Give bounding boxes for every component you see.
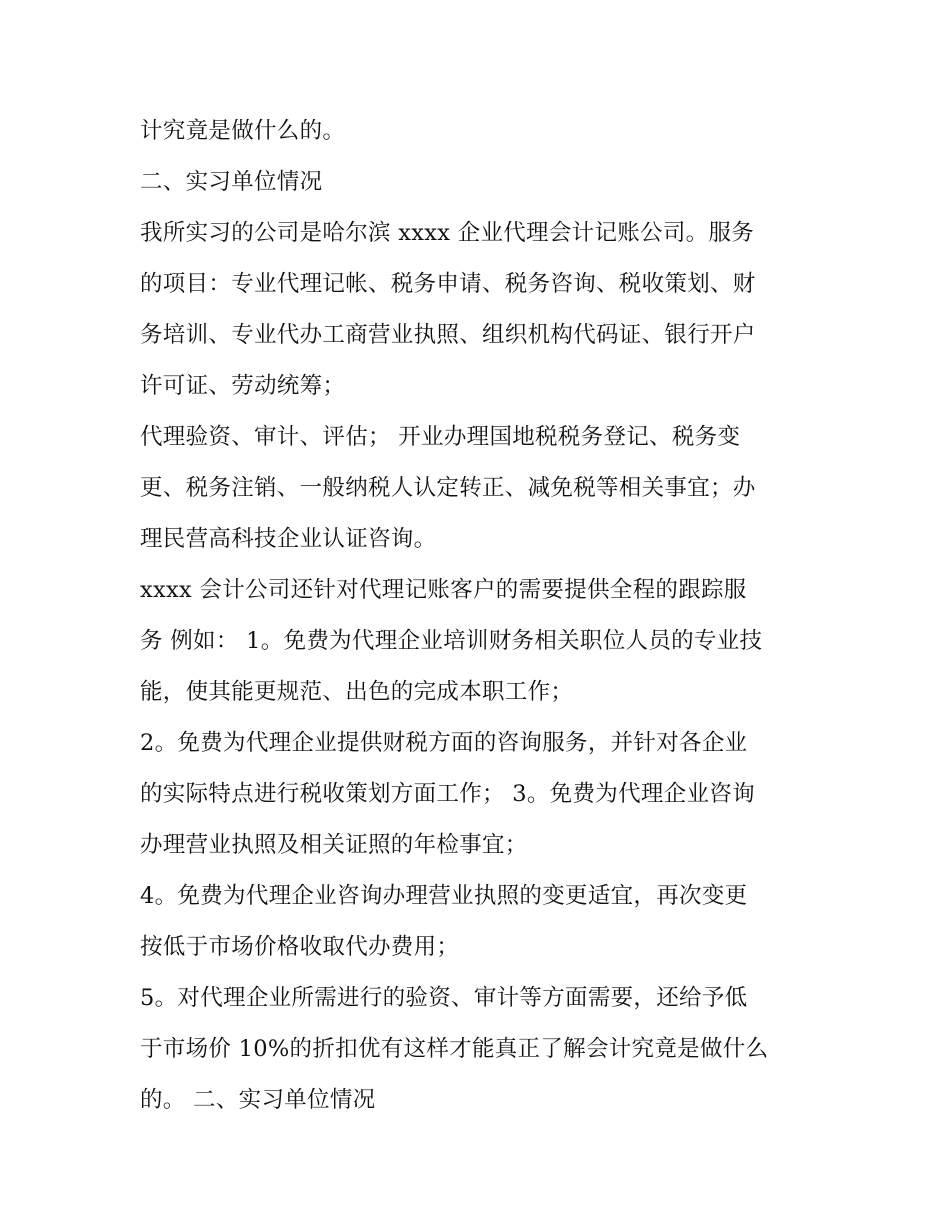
text-line: 许可证、劳动统筹；	[140, 373, 346, 399]
text-line: 的。 二、实习单位情况	[140, 1087, 376, 1113]
text-line: 的实际特点进行税收策划方面工作； 3。免费为代理企业咨询	[140, 781, 755, 807]
text-line: 务培训、专业代办工商营业执照、组织机构代码证、银行开户	[140, 322, 756, 348]
text-line: 5。对代理企业所需进行的验资、审计等方面需要，还给予低	[140, 985, 748, 1011]
text-line: 务 例如： 1。免费为代理企业培训财务相关职位人员的专业技	[140, 628, 763, 654]
text-line: 2。免费为代理企业提供财税方面的咨询服务，并针对各企业	[140, 730, 748, 756]
text-line: 于市场价 10%的折扣优有这样才能真正了解会计究竟是做什么	[140, 1036, 769, 1062]
text-line: 理民营高科技企业认证咨询。	[140, 526, 437, 552]
document-body	[140, 106, 820, 1126]
text-line: 的项目：专业代理记帐、税务申请、税务咨询、税收策划、财	[140, 271, 756, 297]
text-line: 4。免费为代理企业咨询办理营业执照的变更适宜，再次变更	[140, 883, 748, 909]
text-line: 代理验资、审计、评估； 开业办理国地税税务登记、税务变	[140, 424, 741, 450]
text-line: 按低于市场价格收取代办费用；	[140, 934, 460, 960]
section-heading: 二、实习单位情况	[140, 169, 323, 195]
text-line: 能，使其能更规范、出色的完成本职工作；	[140, 679, 574, 705]
text-line: 更、税务注销、一般纳税人认定转正、减免税等相关事宜；办	[140, 475, 756, 501]
text-line: 办理营业执照及相关证照的年检事宜；	[140, 832, 528, 858]
text-line: 我所实习的公司是哈尔滨 xxxx 企业代理会计记账公司。服务	[140, 220, 755, 246]
text-line: 计究竟是做什么的。	[140, 118, 346, 144]
text-line: xxxx 会计公司还针对代理记账客户的需要提供全程的跟踪服	[140, 577, 747, 603]
